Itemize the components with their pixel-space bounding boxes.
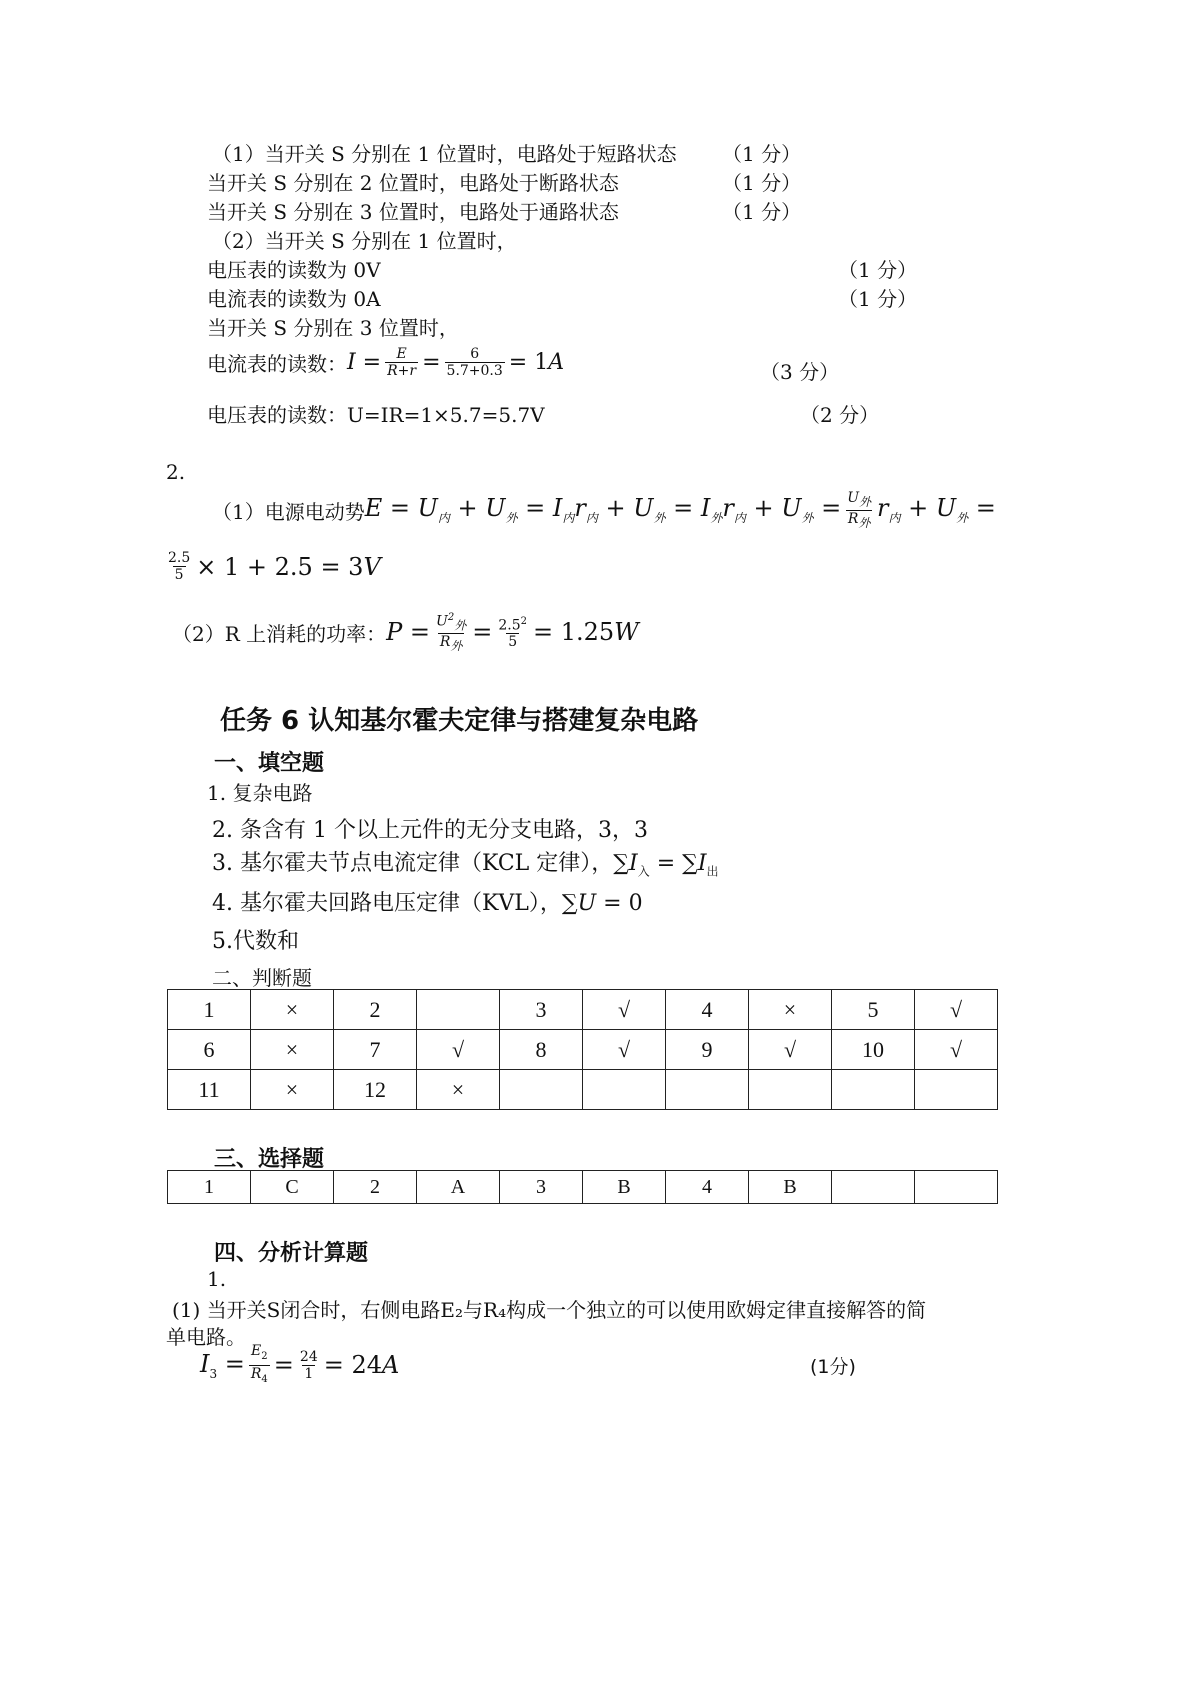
table-cell: 2: [334, 1171, 417, 1204]
voltmeter-reading: 电压表的读数为 0V: [207, 258, 381, 282]
table-cell: ×: [417, 1070, 500, 1110]
table-cell: ×: [251, 1030, 334, 1070]
calc-question-number: 1.: [207, 1267, 227, 1291]
table-cell: 7: [334, 1030, 417, 1070]
table-cell: [500, 1070, 583, 1110]
answer-line-2: 当开关 S 分别在 2 位置时，电路处于断路状态: [207, 171, 619, 195]
emf-result: $\frac{2.5}{5}$ × 1 + 2.5 = 3 V: [168, 550, 381, 583]
table-cell: C: [251, 1171, 334, 1204]
fraction: $\frac{U_外}{R_外}$: [847, 490, 872, 530]
table-cell: 11: [168, 1070, 251, 1110]
table-cell: 4: [666, 1171, 749, 1204]
calc-text-line-1: (1) 当开关S闭合时，右侧电路E₂与R₄构成一个独立的可以使用欧姆定律直接解答的简: [172, 1298, 927, 1322]
table-cell: 3: [500, 990, 583, 1030]
table-cell: 6: [168, 1030, 251, 1070]
table-cell: 3: [500, 1171, 583, 1204]
section-title-choice: 三、选择题: [214, 1147, 325, 1172]
fill-answer-4: 4. 基尔霍夫回路电压定律（KVL）， ∑U = 0: [212, 891, 643, 916]
table-cell: √: [583, 1030, 666, 1070]
table-cell: 10: [832, 1030, 915, 1070]
table-cell: 1: [168, 1171, 251, 1204]
fraction: $\frac{U^2_外}{R_外}$: [436, 612, 467, 654]
table-cell: √: [749, 1030, 832, 1070]
table-cell: A: [417, 1171, 500, 1204]
fraction: $\frac{24}{1}$: [299, 1348, 318, 1382]
table-cell: 2: [334, 990, 417, 1030]
table-cell: [832, 1171, 915, 1204]
fraction: $\frac{E_2}{R_4}$: [249, 1343, 270, 1388]
task-title: 任务 6 认知基尔霍夫定律与搭建复杂电路: [220, 706, 699, 736]
position-3-intro: 当开关 S 分别在 3 位置时，: [207, 316, 459, 340]
formula-label: 电流表的读数：: [207, 352, 347, 376]
table-cell: [915, 1171, 998, 1204]
question-number: 2.: [166, 460, 186, 484]
table-cell: [583, 1070, 666, 1110]
fraction: $\frac{E}{R+r}$: [387, 346, 417, 379]
score-label: （1 分）: [722, 171, 802, 195]
choice-table: [167, 1170, 998, 1204]
section-title-judge: 二、判断题: [212, 966, 312, 990]
fraction: $\frac{6}{5.7+0.3}$: [446, 346, 503, 379]
table-cell: [832, 1070, 915, 1110]
score-label: （1 分）: [722, 142, 802, 166]
ammeter-reading: 电流表的读数为 0A: [207, 287, 381, 311]
ammeter-formula: 电流表的读数： I = $\frac{E}{R+r}$ = $\frac{6}{5.7+0.3}$ = 1A: [207, 346, 565, 379]
formula-label: （1）电源电动势: [212, 499, 365, 524]
fraction: $\frac{2.5^2}{5}$: [498, 615, 527, 651]
table-cell: B: [583, 1171, 666, 1204]
table-row: [168, 1171, 998, 1204]
fill-answer-2: 2. 条含有 1 个以上元件的无分支电路，3，3: [212, 818, 648, 843]
table-cell: ×: [251, 1070, 334, 1110]
score-label: （1 分）: [838, 258, 918, 282]
table-cell: 8: [500, 1030, 583, 1070]
score-label: (1分): [810, 1356, 856, 1378]
formula-label: （2）R 上消耗的功率：: [172, 621, 387, 646]
math-expression: $E = U_内 + U_外 = I_内r_内 + U_外 = I_外r_内 + U_外$ =: [364, 494, 842, 526]
table-cell: B: [749, 1171, 832, 1204]
section-title-fill: 一、填空题: [214, 751, 325, 776]
score-label: （1 分）: [838, 287, 918, 311]
kvl-formula: ∑U = 0: [561, 891, 643, 916]
score-label: （2 分）: [800, 403, 880, 427]
emf-formula: （1）电源电动势 $E = U_内 + U_外 = I_内r_内 + U_外 = I_外r_内 + U_外$ = $\frac{U_外}{R_外}$ $r_内 + U_外$ =: [212, 490, 996, 530]
table-cell: 5: [832, 990, 915, 1030]
score-label: （1 分）: [722, 200, 802, 224]
answer-line-1: （1）当开关 S 分别在 1 位置时，电路处于短路状态: [212, 142, 677, 166]
fill-answer-5: 5.代数和: [212, 929, 299, 954]
math-expression: I =: [347, 350, 382, 375]
table-cell: [666, 1070, 749, 1110]
table-row: [168, 990, 998, 1030]
score-label: （3 分）: [760, 360, 840, 384]
kcl-formula: $\sum I_入 = \sum I_出$: [613, 851, 719, 879]
table-cell: 9: [666, 1030, 749, 1070]
fill-answer-3: 3. 基尔霍夫节点电流定律（KCL 定律）， $\sum I_入 = \sum I_出$: [212, 851, 719, 879]
section-title-calc: 四、分析计算题: [214, 1241, 369, 1266]
table-row: [168, 1030, 998, 1070]
voltmeter-formula: 电压表的读数：U=IR=1×5.7=5.7V: [207, 403, 545, 427]
fill-answer-1: 1. 复杂电路: [207, 781, 313, 805]
power-formula: （2）R 上消耗的功率： P = $\frac{U^2_外}{R_外}$ = $\frac{2.5^2}{5}$ = 1.25 W: [172, 612, 639, 654]
table-cell: 12: [334, 1070, 417, 1110]
table-cell: 1: [168, 990, 251, 1030]
table-cell: 4: [666, 990, 749, 1030]
table-cell: √: [915, 990, 998, 1030]
fraction: $\frac{2.5}{5}$: [168, 550, 191, 583]
table-cell: ×: [749, 990, 832, 1030]
table-cell: ×: [251, 990, 334, 1030]
answer-line-4: （2）当开关 S 分别在 1 位置时，: [212, 229, 517, 253]
current-formula: $I_3$ = $\frac{E_2}{R_4}$ = $\frac{24}{1}$ = 24A: [200, 1343, 399, 1388]
table-cell: √: [915, 1030, 998, 1070]
judge-table: [167, 989, 998, 1110]
table-row: [168, 1070, 998, 1110]
table-cell: [417, 990, 500, 1030]
table-cell: [915, 1070, 998, 1110]
answer-line-3: 当开关 S 分别在 3 位置时，电路处于通路状态: [207, 200, 619, 224]
table-cell: √: [583, 990, 666, 1030]
calc-text-line-2: 单电路。: [166, 1325, 246, 1349]
table-cell: [749, 1070, 832, 1110]
table-cell: √: [417, 1030, 500, 1070]
